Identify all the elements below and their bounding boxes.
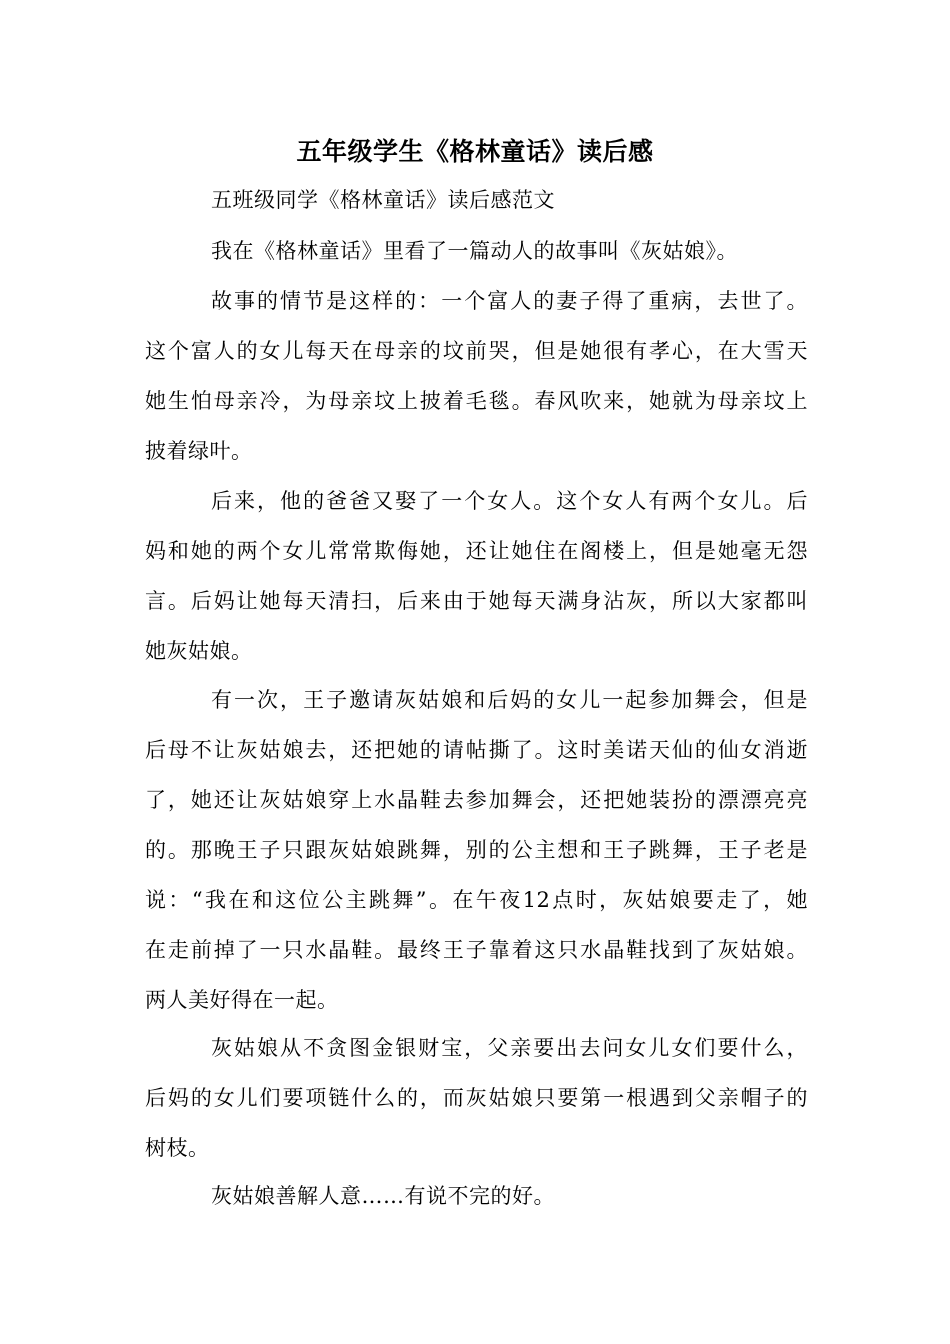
paragraph-line: 她灰姑娘。	[145, 639, 253, 663]
paragraph-line: 故事的情节是这样的：一个富人的妻子得了重病，去世了。	[211, 289, 808, 313]
paragraph-line: 言。后妈让她每天清扫，后来由于她每天满身沾灰，所以大家都叫	[145, 589, 808, 613]
paragraph-line: 后来，他的爸爸又娶了一个女人。这个女人有两个女儿。后	[211, 489, 808, 513]
paragraph-line: 披着绿叶。	[145, 439, 253, 463]
paragraph-3	[145, 482, 808, 670]
paragraph-line: 的。那晚王子只跟灰姑娘跳舞，别的公主想和王子跳舞，王子老是	[145, 838, 808, 862]
paragraph-4	[145, 681, 808, 1019]
paragraph-line: 这个富人的女儿每天在母亲的坟前哭，但是她很有孝心，在大雪天	[145, 339, 808, 363]
paragraph-line: 了，她还让灰姑娘穿上水晶鞋去参加舞会，还把她装扮的漂漂亮亮	[145, 788, 808, 812]
paragraph-line: 灰姑娘从不贪图金银财宝，父亲要出去问女儿女们要什么，	[211, 1036, 808, 1060]
paragraph-6	[145, 1177, 808, 1215]
paragraph-line: 灰姑娘善解人意……有说不完的好。	[211, 1184, 555, 1208]
paragraph-line: 两人美好得在一起。	[145, 988, 339, 1012]
paragraph-line: 她生怕母亲冷，为母亲坟上披着毛毯。春风吹来，她就为母亲坟上	[145, 389, 808, 413]
subtitle-block	[145, 181, 808, 219]
paragraph-line: 妈和她的两个女儿常常欺侮她，还让她住在阁楼上，但是她毫无怨	[145, 539, 808, 563]
document-title: 五年级学生《格林童话》读后感	[296, 137, 654, 166]
paragraph-line: 有一次，王子邀请灰姑娘和后妈的女儿一起参加舞会，但是	[211, 688, 808, 712]
paragraph-line: 后母不让灰姑娘去，还把她的请帖撕了。这时美诺天仙的仙女消逝	[145, 738, 808, 762]
paragraph-line: 后妈的女儿们要项链什么的，而灰姑娘只要第一根遇到父亲帽子的	[145, 1086, 808, 1110]
paragraph-1	[145, 232, 808, 270]
paragraph-line: 在走前掉了一只水晶鞋。最终王子靠着这只水晶鞋找到了灰姑娘。	[145, 938, 808, 962]
paragraph-line: 树枝。	[145, 1136, 210, 1160]
document-subtitle: 五班级同学《格林童话》读后感范文	[211, 188, 555, 212]
paragraph-5	[145, 1029, 808, 1167]
paragraph-line: 我在《格林童话》里看了一篇动人的故事叫《灰姑娘》。	[211, 239, 738, 263]
paragraph-2	[145, 282, 808, 470]
paragraph-line: 说：“我在和这位公主跳舞”。在午夜12点时，灰姑娘要走了，她	[145, 888, 808, 912]
